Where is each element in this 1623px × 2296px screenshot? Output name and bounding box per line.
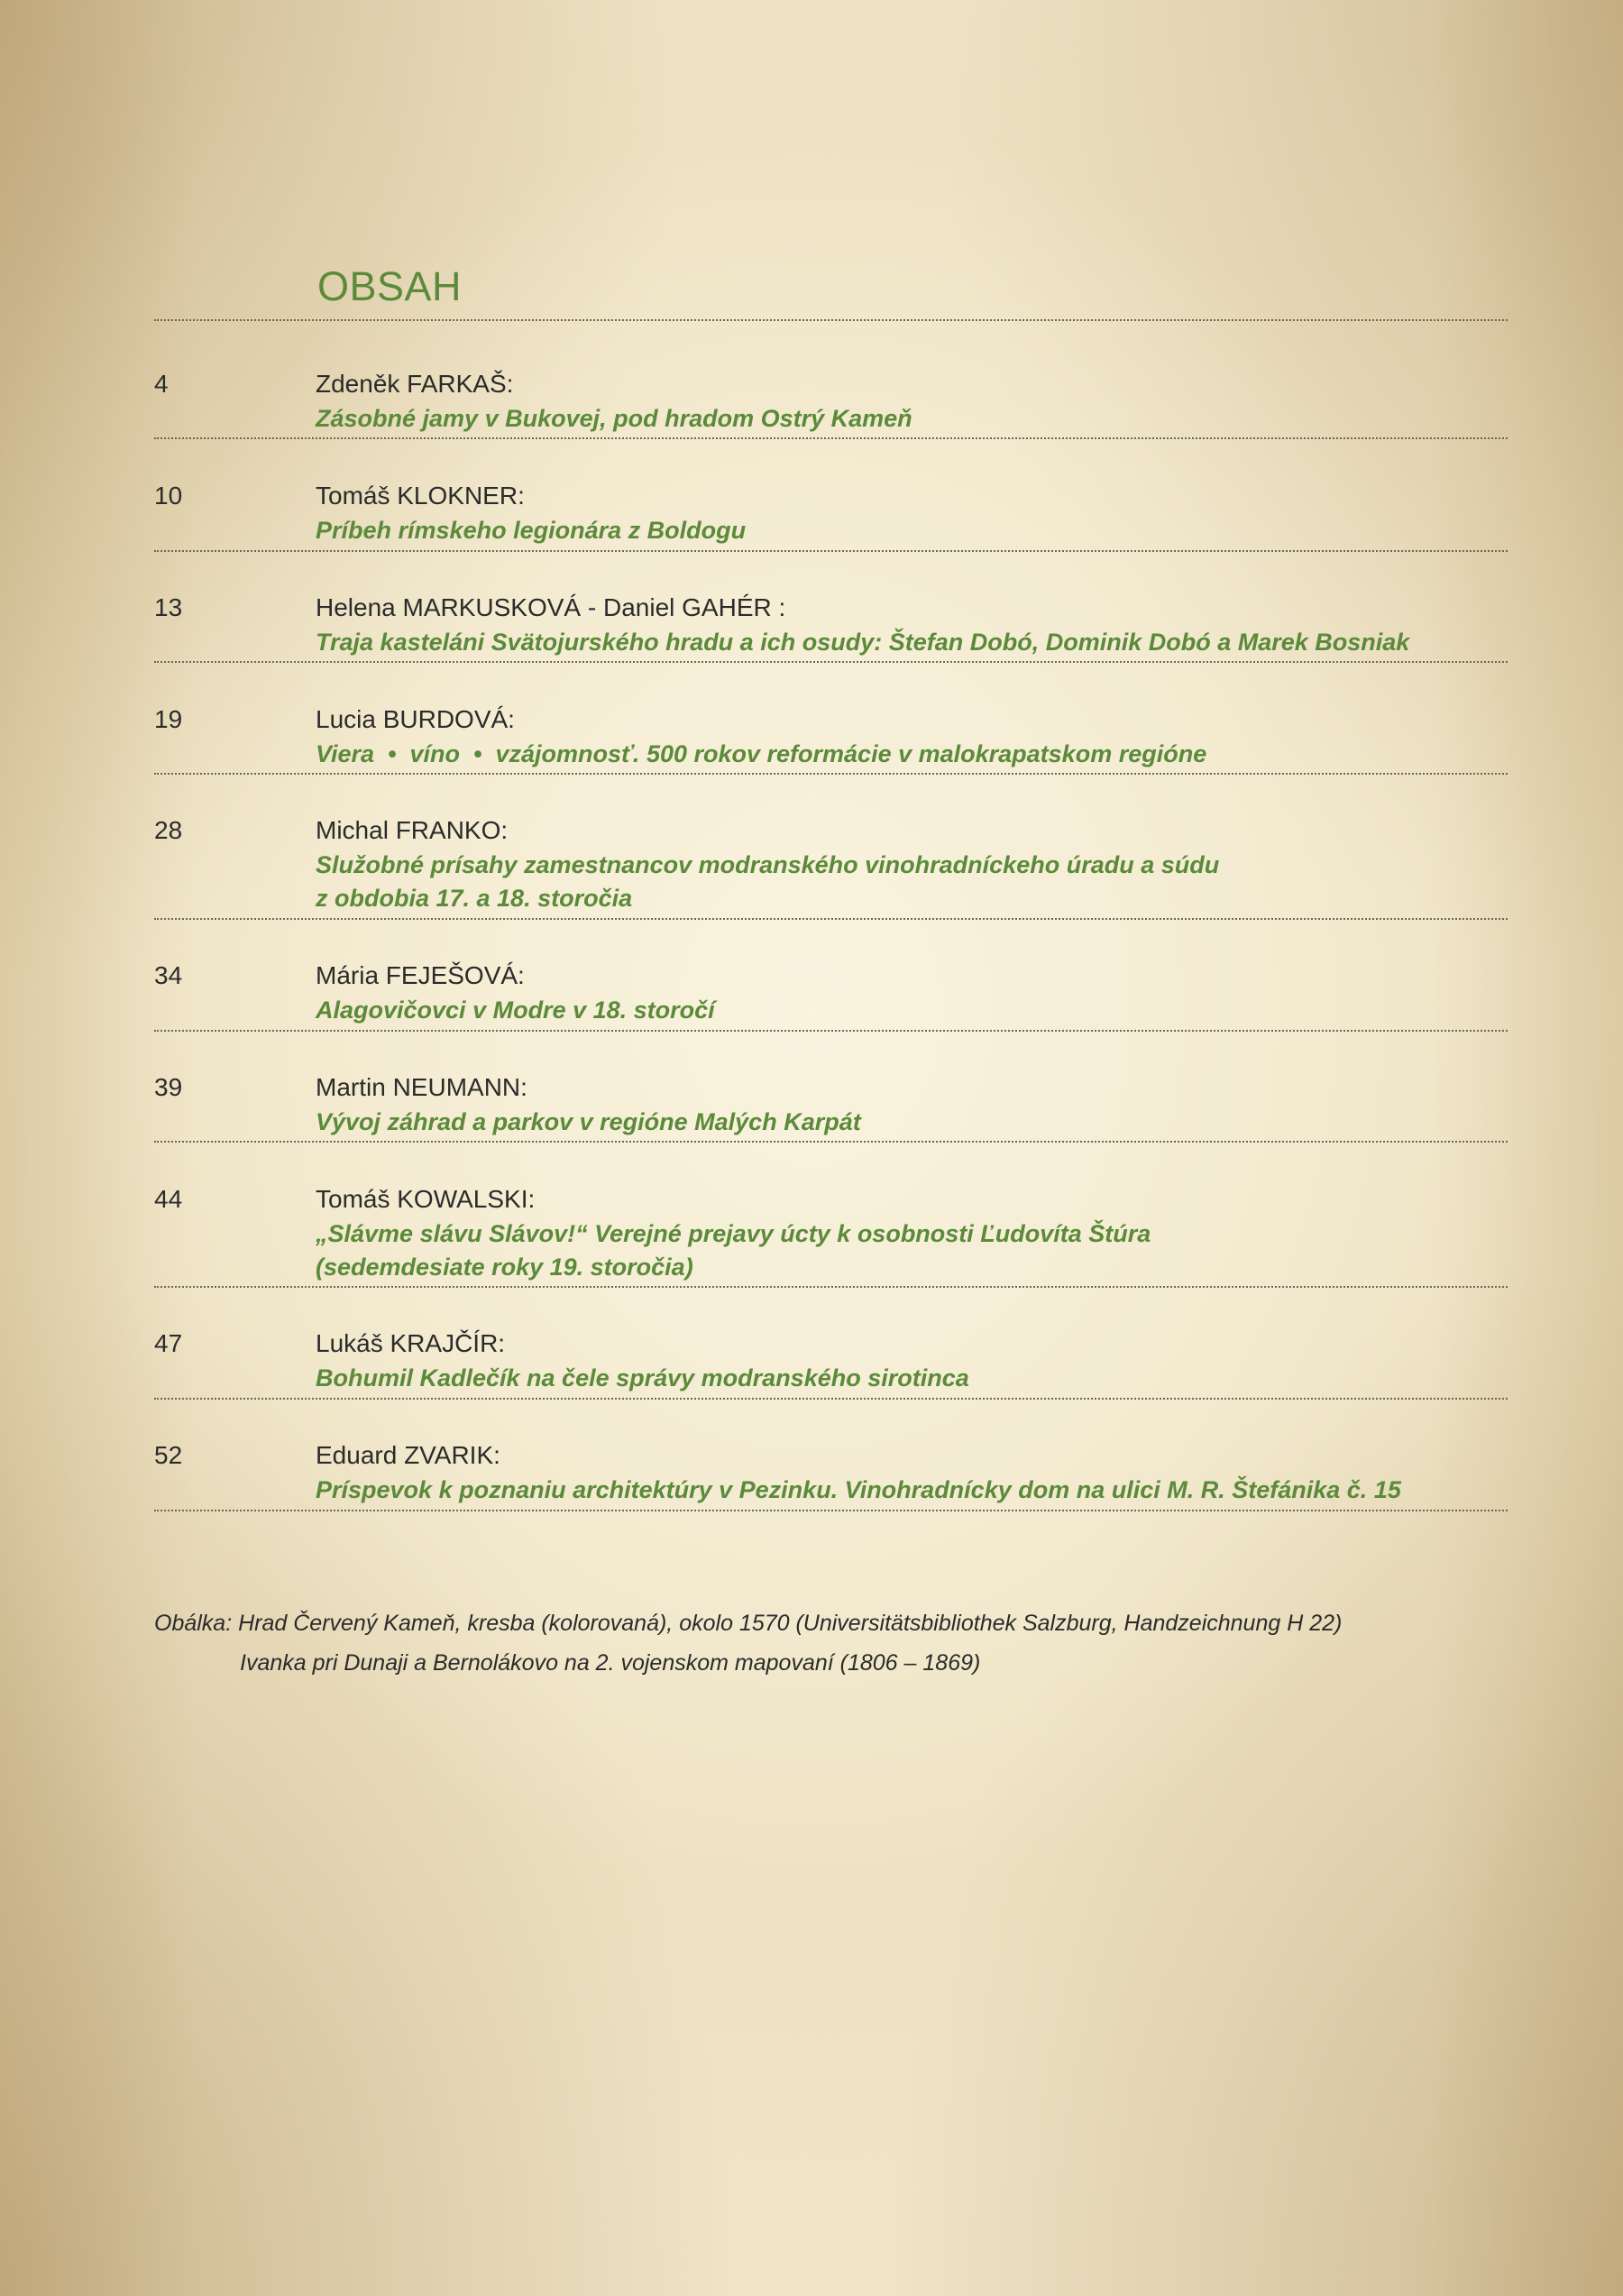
entry-title-line: Služobné prísahy zamestnancov modranského vinohradníckeho úradu a súdu	[316, 851, 1220, 878]
entry-title-line: Príspevok k poznaniu architektúry v Pezinku. Vinohradnícky dom na ulici M. R. Štefánika č. 15	[316, 1476, 1401, 1503]
entry-title-line: Zásobné jamy v Bukovej, pod hradom Ostrý Kameň	[316, 405, 912, 432]
entry-page-number: 10	[154, 482, 183, 510]
entry-author: Lukáš KRAJČÍR:	[316, 1329, 506, 1357]
entry-divider	[154, 437, 1508, 439]
entry-title-line: Vývoj záhrad a parkov v regióne Malých Karpát	[316, 1108, 861, 1135]
entry-page-number: 4	[154, 370, 169, 398]
cover-note	[154, 1603, 1342, 1683]
heading-divider	[154, 319, 1508, 321]
entry-title	[316, 514, 746, 547]
entry-author: Zdeněk FARKAŠ:	[316, 370, 514, 398]
entry-page-number: 47	[154, 1329, 183, 1357]
cover-note-line: Obálka: Hrad Červený Kameň, kresba (kolorovaná), okolo 1570 (Universitätsbibliothek Salzburg, Handzeichnung H 22)	[154, 1611, 1343, 1636]
entry-title-line: (sedemdesiate roky 19. storočia)	[316, 1254, 693, 1281]
entry-title	[316, 1362, 969, 1395]
entry-page-number: 52	[154, 1441, 183, 1469]
entry-page-number: 34	[154, 961, 183, 989]
entry-author: Tomáš KLOKNER:	[316, 482, 525, 510]
entry-divider	[154, 1286, 1508, 1288]
entry-title	[316, 1106, 861, 1139]
entry-title-line: „Slávme slávu Slávov!“ Verejné prejavy úcty k osobnosti Ľudovíta Štúra	[316, 1220, 1151, 1247]
entry-author: Helena MARKUSKOVÁ - Daniel GAHÉR :	[316, 593, 786, 621]
entry-divider	[154, 1398, 1508, 1400]
cover-note-line: Ivanka pri Dunaji a Bernolákovo na 2. vojenskom mapovaní (1806 – 1869)	[240, 1650, 981, 1676]
entry-title-line: z obdobia 17. a 18. storočia	[316, 885, 633, 912]
entry-title-line: Traja kasteláni Svätojurského hradu a ich osudy: Štefan Dobó, Dominik Dobó a Marek Bosniak	[316, 629, 1410, 656]
entry-title	[316, 402, 912, 436]
entry-divider	[154, 918, 1508, 920]
entry-title	[316, 1217, 1151, 1284]
entry-title	[316, 626, 1409, 659]
entry-author: Michal FRANKO:	[316, 816, 509, 844]
entry-page-number: 44	[154, 1185, 183, 1213]
entry-page-number: 28	[154, 816, 183, 844]
entry-divider	[154, 661, 1508, 663]
entry-title	[316, 849, 1219, 915]
entry-divider	[154, 1141, 1508, 1143]
entry-author: Tomáš KOWALSKI:	[316, 1185, 536, 1213]
entry-divider	[154, 550, 1508, 552]
entry-title	[316, 738, 1206, 771]
entry-title-line: Príbeh rímskeho legionára z Boldogu	[316, 517, 747, 544]
entry-title	[316, 994, 715, 1027]
entry-title-line: Alagovičovci v Modre v 18. storočí	[316, 996, 715, 1024]
entry-divider	[154, 1510, 1508, 1511]
entry-title-line: Viera • víno • vzájomnosť. 500 rokov reformácie v malokrapatskom regióne	[316, 740, 1207, 767]
entry-divider	[154, 1030, 1508, 1032]
entry-author: Lucia BURDOVÁ:	[316, 705, 515, 733]
entry-page-number: 13	[154, 593, 183, 621]
entry-divider	[154, 773, 1508, 775]
entry-author: Eduard ZVARIK:	[316, 1441, 500, 1469]
entry-author: Mária FEJEŠOVÁ:	[316, 961, 525, 989]
entry-title	[316, 1474, 1401, 1507]
entry-page-number: 39	[154, 1073, 183, 1101]
toc-heading: OBSAH	[317, 263, 463, 309]
entry-author: Martin NEUMANN:	[316, 1073, 527, 1101]
entry-title-line: Bohumil Kadlečík na čele správy modranského sirotinca	[316, 1364, 969, 1391]
entry-page-number: 19	[154, 705, 183, 733]
